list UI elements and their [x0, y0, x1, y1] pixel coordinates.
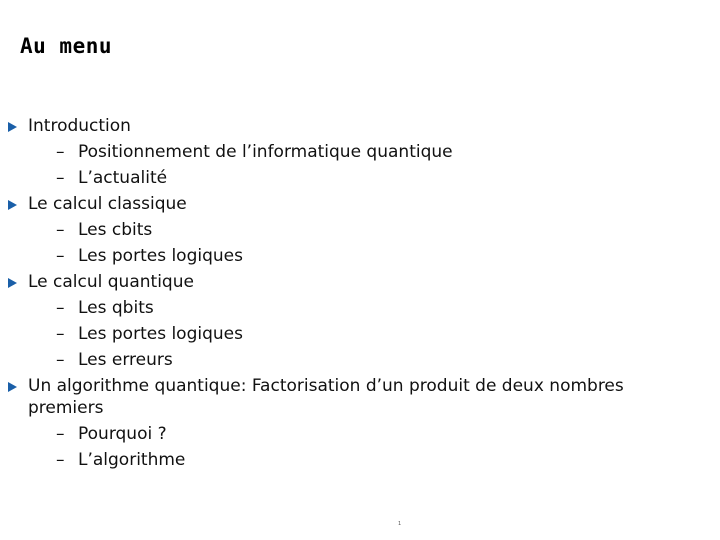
sub-list — [28, 219, 700, 267]
sub-item-label: Les cbits — [78, 220, 153, 240]
sub-item — [28, 219, 700, 241]
dash-bullet-icon: – — [56, 350, 65, 370]
section-label: Le calcul classique — [28, 194, 187, 214]
bullet-arrow-icon — [8, 200, 17, 210]
dash-bullet-icon: – — [56, 142, 65, 162]
sub-list — [28, 297, 700, 371]
section-label: Un algorithme quantique: Factorisation d’un produit de deux nombres premiers — [28, 376, 624, 418]
sub-item-label: Positionnement de l’informatique quantique — [78, 142, 453, 162]
sub-item — [28, 449, 700, 471]
slide-title: Au menu — [20, 34, 113, 58]
sub-item — [28, 297, 700, 319]
section-algorithme-quantique — [0, 375, 700, 471]
sub-item — [28, 349, 700, 371]
bullet-arrow-icon — [8, 122, 17, 132]
sub-item-label: Les portes logiques — [78, 246, 243, 266]
sub-item-label: Les erreurs — [78, 350, 173, 370]
section-label: Le calcul quantique — [28, 272, 194, 292]
bullet-arrow-icon — [8, 382, 17, 392]
dash-bullet-icon: – — [56, 450, 65, 470]
dash-bullet-icon: – — [56, 298, 65, 318]
dash-bullet-icon: – — [56, 324, 65, 344]
sub-item-label: Les qbits — [78, 298, 154, 318]
dash-bullet-icon: – — [56, 424, 65, 444]
bullet-arrow-icon — [8, 278, 17, 288]
outline-list — [0, 115, 700, 471]
section-introduction — [0, 115, 700, 189]
sub-item — [28, 423, 700, 445]
dash-bullet-icon: – — [56, 246, 65, 266]
dash-bullet-icon: – — [56, 220, 65, 240]
sub-list — [28, 423, 700, 471]
sub-item-label: L’actualité — [78, 168, 168, 188]
dash-bullet-icon: – — [56, 168, 65, 188]
sub-item — [28, 245, 700, 267]
sub-item — [28, 141, 700, 163]
sub-item-label: L’algorithme — [78, 450, 186, 470]
sub-item-label: Les portes logiques — [78, 324, 243, 344]
sub-item — [28, 323, 700, 345]
section-calcul-quantique — [0, 271, 700, 371]
section-calcul-classique — [0, 193, 700, 267]
sub-item-label: Pourquoi ? — [78, 424, 167, 444]
sub-list — [28, 141, 700, 189]
section-label: Introduction — [28, 116, 131, 136]
page-number: 1 — [398, 521, 402, 527]
sub-item — [28, 167, 700, 189]
